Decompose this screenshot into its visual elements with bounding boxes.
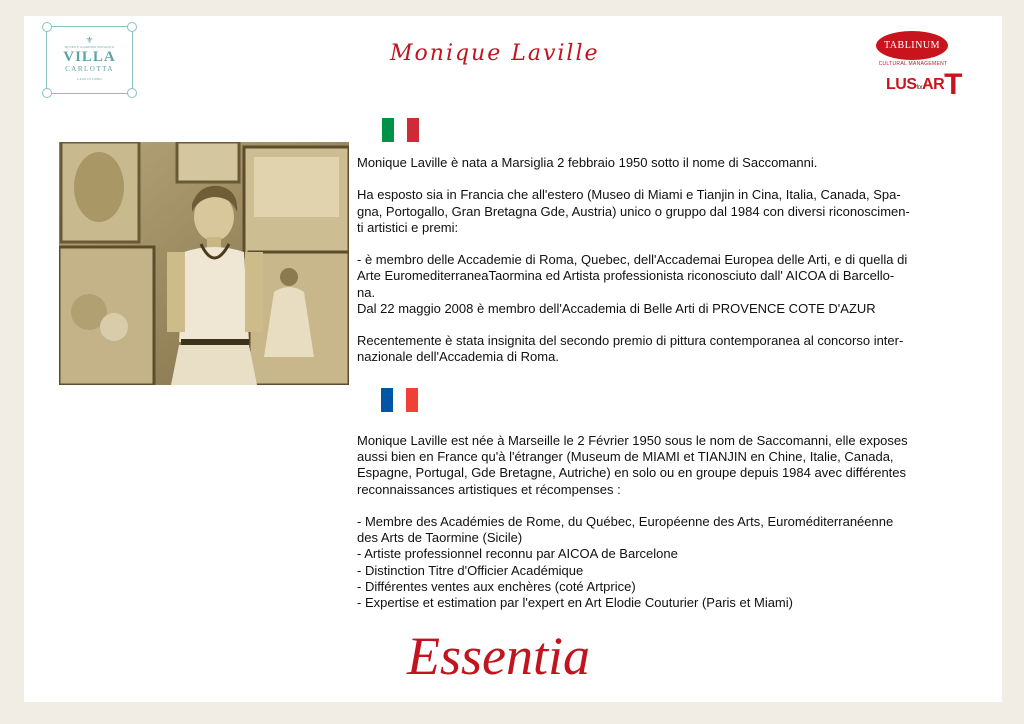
french-text-line: - Différentes ventes aux enchères (coté Artprice) xyxy=(357,578,636,594)
artist-photo xyxy=(59,142,349,385)
lust-logo-part1: LUS xyxy=(886,76,917,93)
french-text-line: - Expertise et estimation par l'expert en Art Elodie Couturier (Paris et Miami) xyxy=(357,595,793,611)
crest-icon: ⚜ xyxy=(85,35,94,45)
french-text-line: reconnaissances artistiques et récompenses : xyxy=(357,481,621,497)
logo-villa-text: VILLA xyxy=(63,49,116,65)
italian-flag-icon xyxy=(382,118,419,142)
lust-logo-part3: AR xyxy=(922,76,945,93)
page-title: Monique Laville xyxy=(390,41,600,66)
flag-stripe xyxy=(382,118,394,142)
italian-text-line: Recentemente è stata insignita del secondo premio di pittura contemporanea al concorso inter- xyxy=(357,333,904,349)
blank-line xyxy=(357,498,987,514)
logo-carlotta-text: CARLOTTA xyxy=(65,65,114,73)
french-flag-icon xyxy=(381,388,418,412)
flag-stripe xyxy=(406,388,418,412)
italian-text-line: Monique Laville è nata a Marsiglia 2 febbraio 1950 sotto il nome di Saccomanni. xyxy=(357,155,818,170)
french-text-line: aussi bien en France qu'à l'étranger (Museum de MIAMI et TIANJIN en Chine, Italie, Canada, xyxy=(357,449,894,465)
italian-text-line: gna, Portogallo, Gran Bretagna Gde, Austria) unico o gruppo dal 1984 con diversi riconoscimen- xyxy=(357,203,910,219)
french-text-line: Monique Laville est née à Marseille le 2 Février 1950 sous le nom de Saccomanni, elle exposes xyxy=(357,433,908,448)
blank-line xyxy=(357,171,987,187)
italian-text-line: - è membro delle Accademie di Roma, Quebec, dell'Accademai Europea delle Arti, e di quella di xyxy=(357,252,908,268)
blank-line xyxy=(357,236,987,252)
villa-carlotta-logo xyxy=(46,26,133,94)
italian-text-line: Ha esposto sia in Francia che all'estero (Museo di Miami e Tianjin in Cina, Italia, Canada, Spa- xyxy=(357,187,901,203)
italian-text-line: ti artistici e premi: xyxy=(357,219,459,235)
flag-stripe xyxy=(407,118,419,142)
flag-stripe xyxy=(394,118,406,142)
flag-stripe xyxy=(393,388,405,412)
logo-bottom-text: LAGO DI COMO xyxy=(77,77,102,81)
french-text-line: - Distinction Titre d'Officier Académique xyxy=(357,562,584,578)
italian-text-line: Dal 22 maggio 2008 è membro dell'Accademia di Belle Arti di PROVENCE COTE D'AZUR xyxy=(357,300,876,316)
tablinum-logo: TABLINUM xyxy=(876,31,948,60)
tablinum-subtitle: CULTURAL MANAGEMENT xyxy=(878,61,948,67)
italian-text-line: nazionale dell'Accademia di Roma. xyxy=(357,349,559,365)
essentia-brand: Essentia xyxy=(407,626,590,686)
lust-for-art-logo xyxy=(886,68,962,102)
italian-text-line: Arte EuromediterraneaTaormina ed Artista professionista riconosciuto dall' AICOA di Barcello- xyxy=(357,268,895,284)
logo-top-text: MUSEO E GIARDINO BOTANICO xyxy=(64,45,115,49)
french-text-line: - Membre des Académies de Rome, du Québec, Européenne des Arts, Euroméditerranéenne xyxy=(357,514,894,529)
blank-line xyxy=(357,317,987,333)
lust-logo-part2: for xyxy=(916,85,923,91)
italian-biography xyxy=(357,155,987,366)
lust-logo-part4: T xyxy=(944,68,962,101)
flag-stripe xyxy=(381,388,393,412)
french-text-line: des Arts de Taormine (Sicile) xyxy=(357,530,523,546)
french-text-line: - Artiste professionnel reconnu par AICOA de Barcelone xyxy=(357,546,678,562)
french-biography xyxy=(357,433,987,611)
french-text-line: Espagne, Portugal, Gde Bretagne, Autriche) en solo ou en groupe depuis 1984 avec différentes xyxy=(357,465,907,481)
italian-text-line: na. xyxy=(357,284,376,300)
